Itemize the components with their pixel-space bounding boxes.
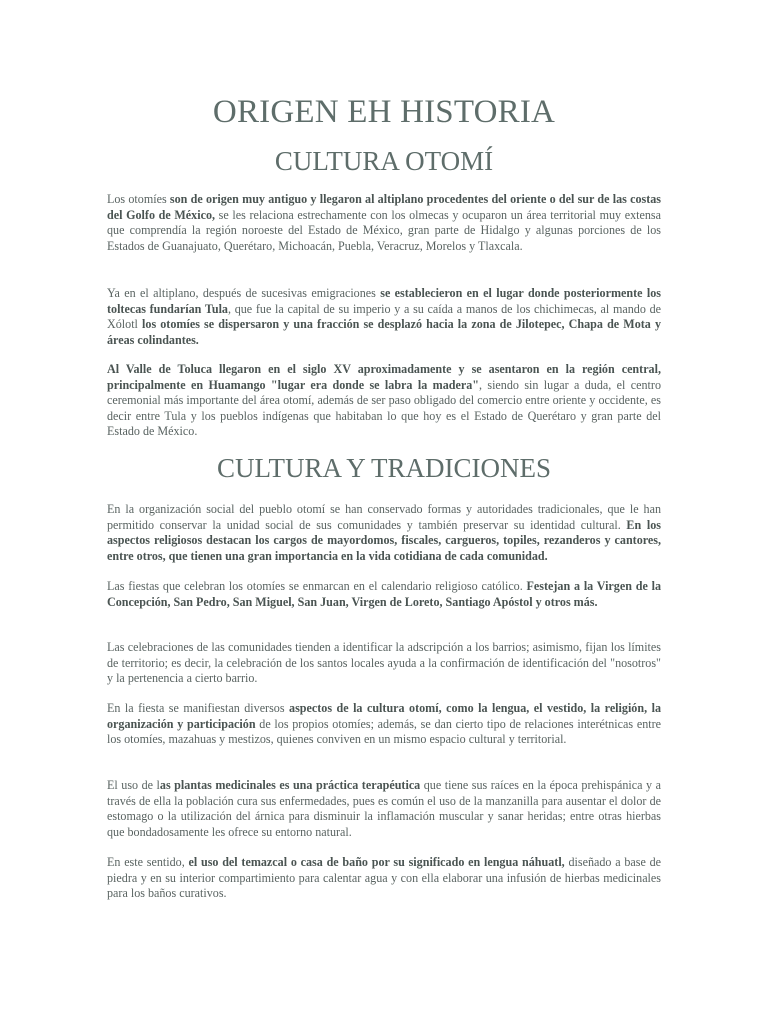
text-run: , siendo sin lugar a duda, el centro ceremonial más importante del área otomí, además de ser paso obligado del comercio entre oriente y occidente, es decir entre Tula y los pueblos indígenas que habitaban lo que hoy es el Estado de Querétaro y gran parte del Estado de México. [107, 377, 661, 439]
text-run: Ya en el altiplano, después de sucesivas emigraciones [107, 286, 381, 300]
page-title: ORIGEN EH HISTORIA [212, 94, 556, 130]
section-title: CULTURA Y TRADICIONES [216, 453, 552, 483]
paragraph-culture [107, 701, 661, 748]
bold-text-run: los otomíes se dispersaron y una fracción se desplazó hacia la zona de Jilotepec, Chapa de Mota y áreas colindantes. [107, 317, 661, 347]
bold-text-run: son de origen muy antiguo y llegaron al altiplano procedentes del oriente o del sur de las costas del Golfo de México, [107, 192, 662, 222]
text-run: diseñado a base de piedra y en su interior compartimiento para calentar agua y con ella elaborar una infusión de hierbas medicinales para los baños curativos. [107, 855, 661, 901]
text-run: Las celebraciones de las comunidades tienden a identificar la adscripción a los barrios; asimismo, fijan los límites de territorio; es decir, la celebración de los santos locales ayuda a la confirmación de identificación del "nosotros" y la pertenencia a cierto barrio. [107, 640, 661, 686]
text-run: En la organización social del pueblo otomí se han conservado formas y autoridades tradicionales, que le han permitido conservar la unidad social de sus comunidades y también preservar su identidad cultural. [107, 502, 661, 532]
text-run: En este sentido, [107, 855, 189, 869]
paragraph-toluca [107, 362, 661, 440]
paragraph-altiplano [107, 286, 661, 348]
bold-text-run: Al Valle de Toluca llegaron en el siglo XV aproximadamente y se asentaron en la región central, principalmente en Huamango "lugar era donde se labra la madera" [107, 362, 661, 392]
text-run: que tiene sus raíces en la época prehispánica y a través de ella la población cura sus enfermedades, pues es común el uso de la manzanilla para ausentar el dolor de estomago o la utilización del árnica para disminuir la inflamación muscular y sanar heridas; entre otras hierbas que bondadosamente les ofrece su entorno natural. [107, 778, 661, 839]
paragraph-celebrations [107, 640, 661, 687]
text-run: , que fue la capital de su imperio y a su caída a manos de los chichimecas, al mando de Xólotl [107, 301, 661, 332]
text-run: Las fiestas que celebran los otomíes se enmarcan en el calendario religioso católico. [107, 579, 527, 593]
bold-text-run: En los aspectos religiosos destacan los cargos de mayordomos, fiscales, cargueros, topiles, rezanderos y cantores, entre otros, que tienen una gran importancia en la vida cotidiana de cada comunidad. [107, 517, 661, 563]
bold-text-run: el uso del temazcal o casa de baño por su significado en lengua náhuatl, [188, 855, 565, 869]
bold-text-run: Festejan a la Virgen de la Concepción, San Pedro, San Miguel, San Juan, Virgen de Loreto, Santiago Apóstol y otros más. [107, 579, 661, 609]
paragraph-medicinal [107, 778, 661, 840]
paragraph-organization [107, 502, 661, 564]
bold-text-run: se establecieron en el lugar donde posteriormente los toltecas fundarían Tula [107, 286, 661, 316]
bold-text-run: aspectos de la cultura otomí, como la lengua, el vestido, la religión, la organización y participación [107, 701, 661, 731]
text-run: En la fiesta se manifiestan diversos [107, 701, 290, 715]
page-subtitle: CULTURA OTOMÍ [274, 146, 494, 176]
paragraph-temazcal [107, 855, 661, 902]
text-run: de los propios otomíes; además, se dan cierto tipo de relaciones interétnicas entre los otomíes, mazahuas y mestizos, quienes conviven en un mismo espacio cultural y territorial. [107, 716, 661, 747]
text-run: se les relaciona estrechamente con los olmecas y ocuparon un área territorial muy extensa que comprendía la región noroeste del Estado de México, gran parte de Hidalgo y algunas porciones de los Estados de Guanajuato, Querétaro, Michoacán, Puebla, Veracruz, Morelos y Tlaxcala. [107, 207, 661, 253]
bold-text-run: as plantas medicinales es una práctica terapéutica [159, 778, 421, 792]
paragraph-origin [107, 192, 661, 254]
text-run: El uso de l [107, 778, 160, 792]
paragraph-fiestas [107, 579, 661, 610]
text-run: Los otomíes [107, 192, 170, 206]
